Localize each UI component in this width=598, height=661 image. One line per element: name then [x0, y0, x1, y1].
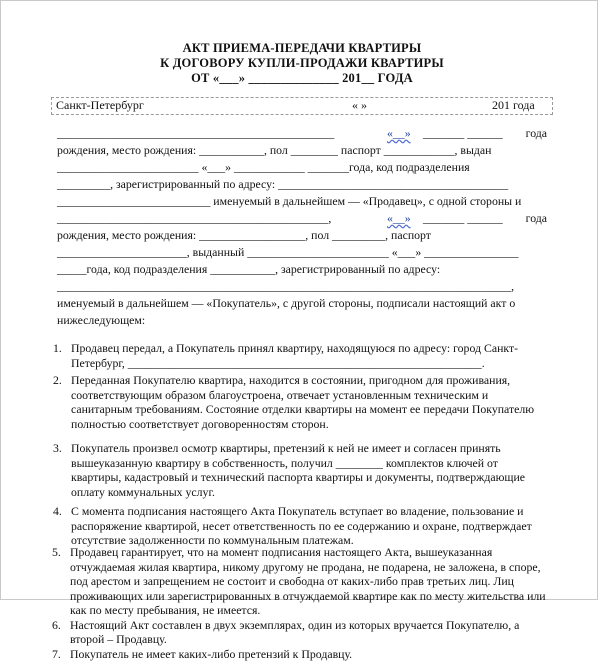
date-quotes: « »	[352, 98, 367, 113]
item-number: 1.	[53, 341, 67, 356]
seller-line-2: рождения, место рождения: ___________, пол ________ паспорт ____________, выдан	[57, 143, 547, 158]
item-text: Покупатель не имеет каких-либо претензий к Продавцу.	[70, 647, 352, 661]
buyer-birthdate-quotes: «__»	[387, 211, 411, 226]
list-item-5-body	[56, 545, 546, 618]
seller-birthdate-quotes: «__»	[387, 126, 411, 141]
seller-line-1: _______________________________________________ «__» _______ ______ года	[57, 126, 547, 141]
buyer-line-3: ______________________, выданный ________________________ «___» ________________	[57, 245, 547, 260]
item-number: 3.	[53, 441, 67, 456]
item-number: 2.	[53, 373, 67, 388]
doc-title-line-2: К ДОГОВОРУ КУПЛИ-ПРОДАЖИ КВАРТИРЫ	[57, 56, 547, 71]
seller-line-4: _________, зарегистрированный по адресу: _______________________________________	[57, 177, 547, 192]
item-text: Настоящий Акт составлен в двух экземплярах, один из которых вручается Покупателю, а второй – Продавцу.	[70, 618, 519, 647]
item-text: Продавец гарантирует, что на момент подписания настоящего Акта, вышеуказанная отчуждаемая жилая квартира, никому другому не продана, не подарена, не заложена, в споре, под арестом и запрещением не состоит и свободна от каких-либо прав третьих лиц. Лиц проживающих или зарегистрированных в отчуждаемой квартире как по месту жительства или как по месту пребывания, не имеется.	[70, 545, 546, 617]
buyer-line-5: _____________________________________________________________________________,	[57, 279, 547, 294]
city-date-row	[51, 97, 553, 115]
doc-title-line-3: ОТ «___» ______________ 201__ ГОДА	[57, 71, 547, 86]
buyer-line-1: ______________________________________________, «__» _______ ______ года	[57, 211, 547, 226]
buyer-line-7: нижеследующем:	[57, 313, 547, 328]
year-label: 201 года	[492, 98, 535, 113]
doc-title-line-1: АКТ ПРИЕМА-ПЕРЕДАЧИ КВАРТИРЫ	[57, 41, 547, 56]
item-number: 7.	[52, 647, 61, 661]
buyer-year-label: года	[526, 211, 547, 226]
document-page	[57, 1, 547, 601]
list-item-7-body	[56, 647, 546, 661]
item-number: 6.	[52, 618, 61, 633]
buyer-line-2: рождения, место рождения: __________________, пол _________, паспорт	[57, 228, 547, 243]
item-text: Переданная Покупателю квартира, находится в состоянии, пригодном для проживания, соответствующим образом благоустроена, отвечает установленным техническим и санитарным требованиям. Состояние отделки квартиры на момент ее передачи Покупателю полностью соответствует договоренностям сторон.	[71, 373, 547, 431]
seller-line-5: __________________________ именуемый в дальнейшем — «Продавец», с одной стороны и	[57, 194, 547, 209]
item-text: Покупатель произвел осмотр квартиры, претензий к ней не имеет и согласен принять вышеуказанную квартиру в собственность, получил ________ комплектов ключей от квартиры, кадастровый и технический паспорта квартиры и документы, подтверждающие оплату коммунальных услуг.	[71, 441, 547, 499]
item-number: 4.	[53, 504, 67, 519]
item-text: С момента подписания настоящего Акта Покупатель вступает во владение, пользование и распоряжение квартирой, несет ответственность по ее содержанию и охране, подтверждает отсутствие задолженности по коммунальным платежам.	[71, 504, 547, 548]
list-item-6-body	[56, 618, 546, 647]
buyer-line-4: _____года, код подразделения ___________, зарегистрированный по адресу:	[57, 262, 547, 277]
seller-year-label: года	[526, 126, 547, 141]
bottom-items-viewport	[56, 545, 546, 600]
seller-line-3: ________________________ «___» ____________ _______года, код подразделения	[57, 160, 547, 175]
buyer-line-6: именуемый в дальнейшем — «Покупатель», с другой стороны, подписали настоящий акт о	[57, 296, 547, 311]
item-number: 5.	[52, 545, 61, 560]
city-name: Санкт-Петербург	[56, 98, 144, 113]
item-text: Продавец передал, а Покупатель принял квартиру, находящуюся по адресу: город Санкт-Петербург, ____________________________________________________________.	[71, 341, 547, 370]
